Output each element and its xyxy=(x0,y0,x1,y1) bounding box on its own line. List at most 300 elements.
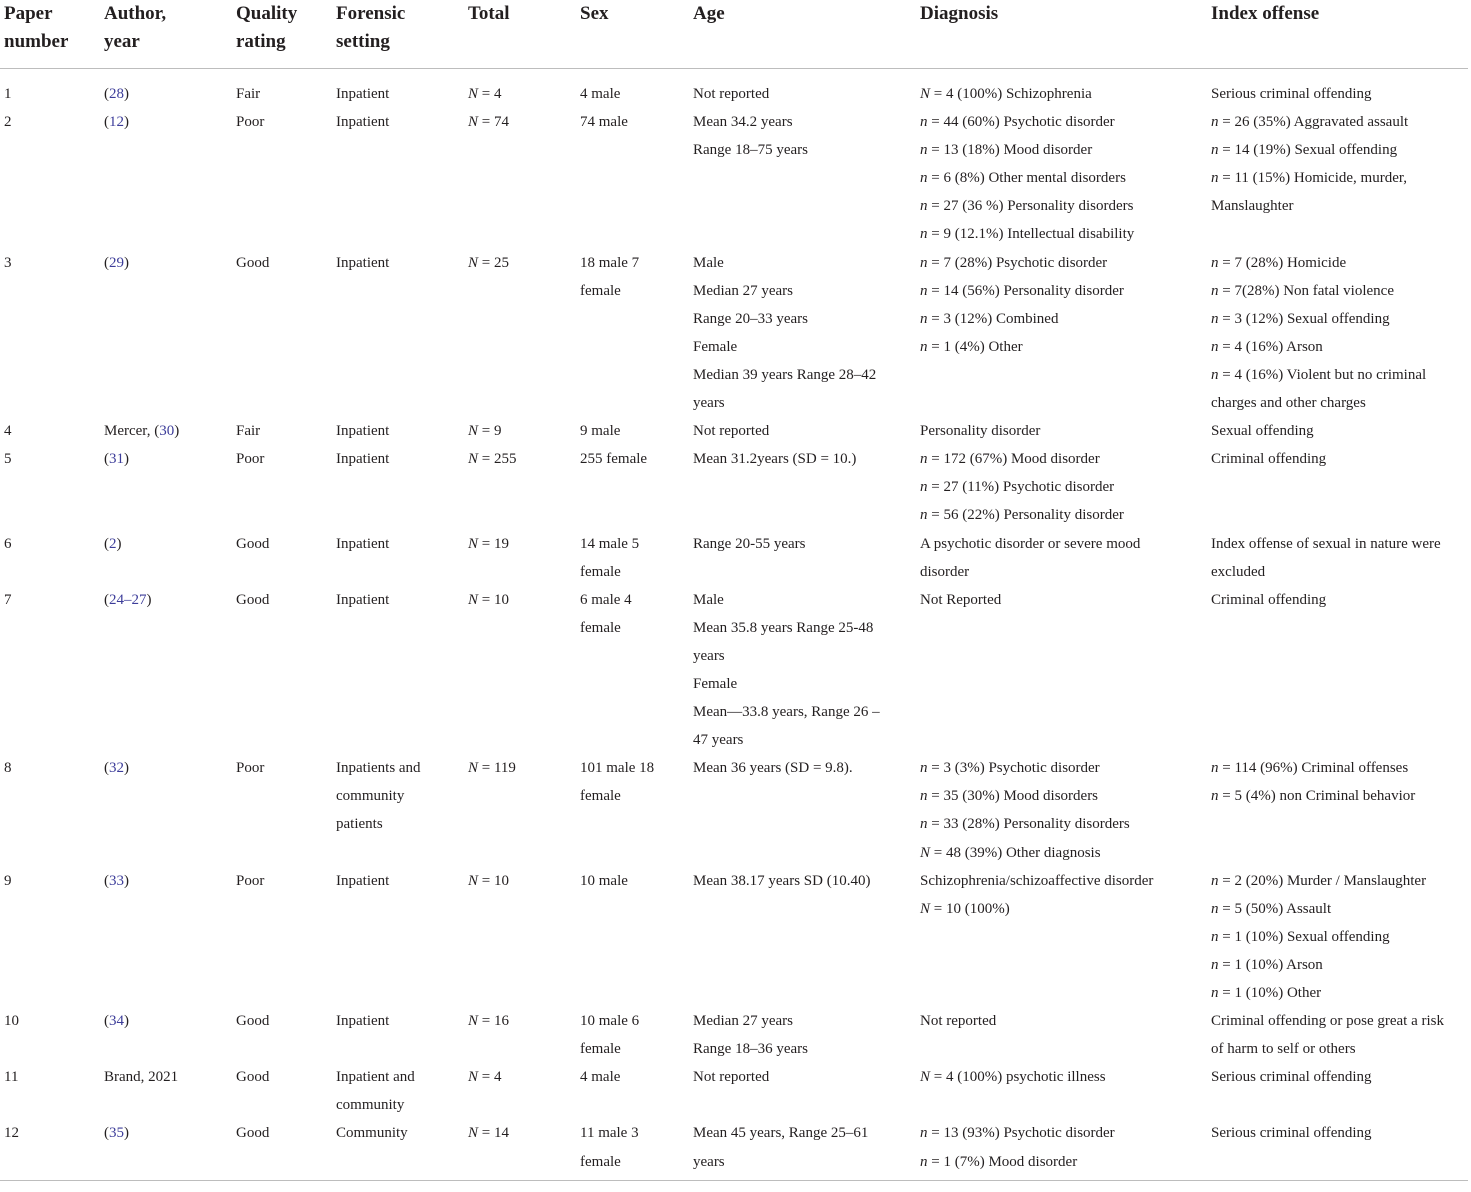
sex-cell-line: 255 female xyxy=(580,451,648,468)
forensic-setting-cell-line: Inpatient and xyxy=(336,1069,415,1086)
diagnosis-cell-line: n = 33 (28%) Personality disorders xyxy=(920,816,1130,833)
paper-number-cell: 10 xyxy=(4,1013,19,1030)
count-symbol: N xyxy=(920,86,931,102)
sex-cell-line: female xyxy=(580,619,621,636)
count-symbol: N xyxy=(920,1069,931,1086)
table-row xyxy=(0,1063,1468,1119)
reference-link[interactable]: 34 xyxy=(109,1013,124,1030)
age-cell-line: Mean 38.17 years SD (10.40) xyxy=(693,872,871,889)
count-symbol: n xyxy=(920,310,928,327)
diagnosis-cell xyxy=(916,108,1207,248)
index-offense-cell-line: n = 4 (16%) Violent but no criminal xyxy=(1211,366,1427,383)
index-offense-cell-line: n = 1 (10%) Arson xyxy=(1211,956,1323,973)
forensic-setting-cell xyxy=(332,1007,464,1063)
table-row xyxy=(0,445,1468,529)
index-offense-cell-line: n = 1 (10%) Other xyxy=(1211,985,1322,1001)
header-cell xyxy=(0,0,100,69)
forensic-setting-cell xyxy=(332,1119,464,1180)
count-symbol: n xyxy=(920,1153,928,1170)
sex-cell-line: 4 male xyxy=(580,86,621,102)
age-cell xyxy=(689,417,916,445)
total-cell: N = 119 xyxy=(468,760,516,777)
count-symbol: n xyxy=(1211,142,1219,159)
reference-link[interactable]: 29 xyxy=(109,254,124,271)
count-symbol: n xyxy=(920,1125,928,1142)
table-row xyxy=(0,69,1468,109)
diagnosis-cell xyxy=(916,867,1207,1007)
age-cell-line: Median 39 years Range 28–42 xyxy=(693,366,877,383)
total-cell: N = 19 xyxy=(468,535,509,552)
count-symbol: n xyxy=(1211,928,1219,945)
age-cell-line: Mean—33.8 years, Range 26 – xyxy=(693,704,880,721)
index-offense-cell xyxy=(1207,1007,1468,1063)
index-offense-cell-line: Serious criminal offending xyxy=(1211,86,1372,102)
diagnosis-cell xyxy=(916,1063,1207,1119)
age-cell-line: Median 27 years xyxy=(693,1013,793,1030)
header-cell xyxy=(464,0,576,69)
age-cell-line: Female xyxy=(693,338,738,355)
sex-cell-line: female xyxy=(580,788,621,805)
diagnosis-cell-line: N = 4 (100%) psychotic illness xyxy=(920,1069,1106,1086)
index-offense-cell-line: Serious criminal offending xyxy=(1211,1069,1372,1086)
sex-cell xyxy=(576,445,689,529)
diagnosis-cell-line: n = 27 (36 %) Personality disorders xyxy=(920,198,1134,215)
count-symbol: n xyxy=(1211,310,1219,327)
count-symbol: N xyxy=(468,535,479,552)
header-cell xyxy=(689,0,916,69)
header-label: Sex xyxy=(580,3,609,24)
quality-rating-cell: Good xyxy=(236,591,270,608)
forensic-setting-cell-line: Inpatient xyxy=(336,254,390,271)
age-cell xyxy=(689,586,916,755)
diagnosis-cell-line: Not reported xyxy=(920,1013,997,1030)
sex-cell xyxy=(576,1063,689,1119)
index-offense-cell-line: charges and other charges xyxy=(1211,395,1366,412)
table-row xyxy=(0,417,1468,445)
forensic-setting-cell xyxy=(332,530,464,586)
author-cell: (12) xyxy=(104,114,129,131)
sex-cell xyxy=(576,417,689,445)
paper-number-cell: 3 xyxy=(4,254,12,271)
diagnosis-cell-line: n = 14 (56%) Personality disorder xyxy=(920,282,1124,299)
forensic-setting-cell xyxy=(332,417,464,445)
index-offense-cell-line: Index offense of sexual in nature were xyxy=(1211,535,1441,552)
forensic-setting-cell-line: Inpatient xyxy=(336,451,390,468)
age-cell-line: Range 20-55 years xyxy=(693,535,806,552)
count-symbol: N xyxy=(468,254,479,271)
sex-cell-line: 74 male xyxy=(580,114,628,131)
sex-cell-line: 6 male 4 xyxy=(580,591,632,608)
index-offense-cell-line: n = 7 (28%) Homicide xyxy=(1211,254,1347,271)
age-cell-line: Not reported xyxy=(693,86,770,102)
paper-number-cell: 7 xyxy=(4,591,12,608)
index-offense-cell xyxy=(1207,249,1468,418)
diagnosis-cell xyxy=(916,530,1207,586)
index-offense-cell-line: n = 11 (15%) Homicide, murder, xyxy=(1211,170,1408,187)
quality-rating-cell: Poor xyxy=(236,760,265,777)
count-symbol: N xyxy=(468,1125,479,1142)
diagnosis-cell-line: n = 172 (67%) Mood disorder xyxy=(920,451,1100,468)
diagnosis-cell-line: n = 56 (22%) Personality disorder xyxy=(920,507,1124,524)
forensic-setting-cell-line: Inpatient xyxy=(336,114,390,131)
age-cell-line: Mean 35.8 years Range 25-48 xyxy=(693,619,874,636)
index-offense-cell xyxy=(1207,417,1468,445)
diagnosis-cell-line: Personality disorder xyxy=(920,423,1041,440)
age-cell-line: Range 18–75 years xyxy=(693,142,808,159)
table-row xyxy=(0,108,1468,248)
count-symbol: N xyxy=(468,86,479,102)
forensic-setting-cell-line: patients xyxy=(336,816,383,833)
header-cell xyxy=(100,0,232,69)
quality-rating-cell: Fair xyxy=(236,86,261,102)
sex-cell xyxy=(576,586,689,755)
total-cell: N = 14 xyxy=(464,1119,576,1180)
count-symbol: n xyxy=(1211,900,1219,917)
forensic-setting-cell-line: Inpatient xyxy=(336,535,390,552)
count-symbol: n xyxy=(920,282,928,299)
paper-number-cell: 2 xyxy=(4,114,12,131)
age-cell xyxy=(689,754,916,866)
age-cell xyxy=(689,1119,916,1180)
forensic-setting-cell xyxy=(332,108,464,248)
diagnosis-cell xyxy=(916,586,1207,755)
count-symbol: n xyxy=(1211,788,1219,805)
count-symbol: N xyxy=(468,423,479,440)
count-symbol: n xyxy=(1211,956,1219,973)
age-cell-line: Mean 34.2 years xyxy=(693,114,793,131)
author-cell: (35) xyxy=(100,1119,232,1180)
index-offense-cell xyxy=(1207,586,1468,755)
sex-cell xyxy=(576,754,689,866)
count-symbol: n xyxy=(1211,114,1219,131)
count-symbol: n xyxy=(1211,985,1219,1001)
diagnosis-cell xyxy=(916,1119,1207,1180)
paper-number-cell: 6 xyxy=(4,535,12,552)
count-symbol: n xyxy=(920,788,928,805)
header-cell xyxy=(576,0,689,69)
author-cell: (24–27) xyxy=(104,591,152,608)
count-symbol: n xyxy=(920,479,928,496)
paper-number-cell: 5 xyxy=(4,451,12,468)
diagnosis-cell-line: n = 3 (12%) Combined xyxy=(920,310,1059,327)
reference-link[interactable]: 33 xyxy=(109,872,124,889)
diagnosis-cell xyxy=(916,754,1207,866)
index-offense-cell xyxy=(1207,69,1468,109)
index-offense-cell-line: Serious criminal offending xyxy=(1211,1125,1372,1142)
header-row xyxy=(0,0,1468,69)
header-label: Paper xyxy=(4,3,53,24)
author-cell: (33) xyxy=(104,872,129,889)
age-cell xyxy=(689,445,916,529)
header-cell xyxy=(1207,0,1468,69)
sex-cell-line: female xyxy=(580,1153,621,1170)
diagnosis-cell-line: n = 7 (28%) Psychotic disorder xyxy=(920,254,1108,271)
forensic-setting-cell xyxy=(332,69,464,109)
total-cell: N = 4 xyxy=(468,86,502,102)
quality-rating-cell: Poor xyxy=(236,872,265,889)
count-symbol: n xyxy=(920,507,928,524)
index-offense-cell-line: n = 4 (16%) Arson xyxy=(1211,338,1323,355)
count-symbol: n xyxy=(920,451,928,468)
reference-link[interactable]: 28 xyxy=(109,86,124,102)
sex-cell xyxy=(576,249,689,418)
age-cell-line: Female xyxy=(693,675,738,692)
reference-link[interactable]: 30 xyxy=(159,423,175,440)
sex-cell-line: 11 male 3 xyxy=(580,1125,639,1142)
total-cell: N = 74 xyxy=(468,114,509,131)
age-cell xyxy=(689,1063,916,1119)
index-offense-cell-line: Criminal offending xyxy=(1211,591,1327,608)
author-cell: (2) xyxy=(104,535,122,552)
diagnosis-cell-line: n = 13 (93%) Psychotic disorder xyxy=(920,1125,1115,1142)
count-symbol: n xyxy=(1211,254,1219,271)
diagnosis-cell xyxy=(916,69,1207,109)
count-symbol: n xyxy=(1211,366,1219,383)
count-symbol: n xyxy=(920,114,928,131)
diagnosis-cell-line: N = 10 (100%) xyxy=(920,900,1010,917)
age-cell-line: Median 27 years xyxy=(693,282,793,299)
index-offense-cell-line: n = 26 (35%) Aggravated assault xyxy=(1211,114,1409,131)
diagnosis-cell-line: n = 1 (7%) Mood disorder xyxy=(920,1153,1078,1170)
author-cell: (29) xyxy=(104,254,129,271)
index-offense-cell-line: Criminal offending or pose great a risk xyxy=(1211,1013,1444,1030)
count-symbol: N xyxy=(468,114,479,131)
reference-link[interactable]: 32 xyxy=(109,760,124,777)
age-cell-line: Mean 31.2years (SD = 10.) xyxy=(693,451,857,468)
index-offense-cell-line: n = 5 (4%) non Criminal behavior xyxy=(1211,788,1416,805)
forensic-setting-cell-line: Inpatients and xyxy=(336,760,421,777)
count-symbol: n xyxy=(1211,338,1219,355)
paper-number-cell: 4 xyxy=(4,423,12,440)
header-label: Author, xyxy=(104,3,167,24)
age-cell-line: Range 20–33 years xyxy=(693,310,808,327)
diagnosis-cell-line: n = 35 (30%) Mood disorders xyxy=(920,788,1099,805)
header-label: setting xyxy=(336,31,390,52)
header-cell xyxy=(332,0,464,69)
age-cell xyxy=(689,1007,916,1063)
forensic-setting-cell xyxy=(332,754,464,866)
count-symbol: n xyxy=(1211,872,1219,889)
forensic-setting-cell xyxy=(332,249,464,418)
header-label: Forensic xyxy=(336,3,406,24)
count-symbol: N xyxy=(468,1069,479,1086)
age-cell-line: Mean 36 years (SD = 9.8). xyxy=(693,760,853,777)
quality-rating-cell: Fair xyxy=(236,423,261,440)
author-cell: Brand, 2021 xyxy=(104,1069,179,1086)
sex-cell-line: female xyxy=(580,1041,621,1058)
age-cell-line: Male xyxy=(693,591,724,608)
sex-cell xyxy=(576,867,689,1007)
index-offense-cell-line: n = 7(28%) Non fatal violence xyxy=(1211,282,1394,299)
diagnosis-cell-line: n = 6 (8%) Other mental disorders xyxy=(920,170,1126,187)
header-label: Total xyxy=(468,3,510,24)
index-offense-cell xyxy=(1207,445,1468,529)
diagnosis-cell xyxy=(916,445,1207,529)
age-cell xyxy=(689,108,916,248)
age-cell xyxy=(689,530,916,586)
reference-link[interactable]: 2 xyxy=(109,535,117,552)
forensic-setting-cell xyxy=(332,1063,464,1119)
total-cell: N = 4 xyxy=(468,1069,502,1086)
reference-link[interactable]: 31 xyxy=(109,451,124,468)
count-symbol: N xyxy=(468,451,479,468)
diagnosis-cell xyxy=(916,1007,1207,1063)
quality-rating-cell: Good xyxy=(236,254,270,271)
age-cell-line: Range 18–36 years xyxy=(693,1041,808,1058)
index-offense-cell xyxy=(1207,1063,1468,1119)
total-cell: N = 255 xyxy=(468,451,517,468)
count-symbol: n xyxy=(920,254,928,271)
sex-cell-line: 4 male xyxy=(580,1069,621,1086)
count-symbol: N xyxy=(468,1013,479,1030)
table-row xyxy=(0,754,1468,866)
forensic-setting-cell-line: Community xyxy=(336,1125,408,1142)
author-cell: (28) xyxy=(104,86,129,102)
total-cell: N = 9 xyxy=(468,423,502,440)
count-symbol: N xyxy=(920,844,931,861)
header-label: Quality xyxy=(236,3,298,24)
table-row xyxy=(0,530,1468,586)
diagnosis-cell xyxy=(916,249,1207,418)
index-offense-cell xyxy=(1207,754,1468,866)
total-cell: N = 16 xyxy=(468,1013,509,1030)
sex-cell xyxy=(576,69,689,109)
sex-cell xyxy=(576,1007,689,1063)
count-symbol: n xyxy=(920,142,928,159)
total-cell: N = 10 xyxy=(468,591,509,608)
author-cell: (34) xyxy=(104,1013,129,1030)
diagnosis-cell-line: N = 4 (100%) Schizophrenia xyxy=(920,86,1092,102)
header-label: Age xyxy=(693,3,725,24)
index-offense-cell-line: n = 114 (96%) Criminal offenses xyxy=(1211,760,1409,777)
author-cell: (32) xyxy=(104,760,129,777)
age-cell-line: Not reported xyxy=(693,1069,770,1086)
diagnosis-cell-line: n = 27 (11%) Psychotic disorder xyxy=(920,479,1115,496)
index-offense-cell-line: excluded xyxy=(1211,563,1266,580)
quality-rating-cell: Good xyxy=(236,1013,270,1030)
count-symbol: n xyxy=(920,198,928,215)
diagnosis-cell-line: Schizophrenia/schizoaffective disorder xyxy=(920,872,1154,889)
forensic-setting-cell-line: community xyxy=(336,1097,405,1114)
table-row xyxy=(0,249,1468,418)
quality-rating-cell: Good xyxy=(236,1069,270,1086)
diagnosis-cell-line: n = 13 (18%) Mood disorder xyxy=(920,142,1093,159)
table-row xyxy=(0,1007,1468,1063)
forensic-setting-cell xyxy=(332,445,464,529)
header-cell xyxy=(916,0,1207,69)
header-label: number xyxy=(4,31,69,52)
count-symbol: n xyxy=(1211,282,1219,299)
forensic-setting-cell-line: Inpatient xyxy=(336,591,390,608)
paper-number-cell: 12 xyxy=(0,1119,100,1180)
forensic-setting-cell-line: Inpatient xyxy=(336,423,390,440)
diagnosis-cell-line: A psychotic disorder or severe mood xyxy=(920,535,1141,552)
forensic-setting-cell-line: Inpatient xyxy=(336,86,390,102)
index-offense-cell xyxy=(1207,867,1468,1007)
age-cell-line: years xyxy=(693,395,725,412)
sex-cell-line: female xyxy=(580,282,621,299)
count-symbol: N xyxy=(468,591,479,608)
reference-link[interactable]: 12 xyxy=(109,114,124,131)
count-symbol: n xyxy=(1211,170,1219,187)
diagnosis-cell xyxy=(916,417,1207,445)
index-offense-cell xyxy=(1207,1119,1468,1180)
index-offense-cell-line: n = 2 (20%) Murder / Manslaughter xyxy=(1211,872,1427,889)
index-offense-cell xyxy=(1207,530,1468,586)
paper-number-cell: 11 xyxy=(4,1069,19,1086)
index-offense-cell-line: of harm to self or others xyxy=(1211,1041,1356,1058)
age-cell-line: Not reported xyxy=(693,423,770,440)
forensic-setting-cell-line: Inpatient xyxy=(336,1013,390,1030)
table-body xyxy=(0,69,1468,1181)
quality-rating-cell: Poor xyxy=(236,451,265,468)
index-offense-cell xyxy=(1207,108,1468,248)
index-offense-cell-line: Criminal offending xyxy=(1211,451,1327,468)
index-offense-cell-line: Manslaughter xyxy=(1211,198,1294,215)
sex-cell-line: 18 male 7 xyxy=(580,254,640,271)
diagnosis-cell-line: Not Reported xyxy=(920,591,1002,608)
paper-number-cell: 1 xyxy=(4,86,12,102)
author-cell: (31) xyxy=(104,451,129,468)
diagnosis-cell-line: n = 9 (12.1%) Intellectual disability xyxy=(920,226,1135,243)
paper-number-cell: 9 xyxy=(4,872,12,889)
count-symbol: N xyxy=(920,900,931,917)
sex-cell-line: 10 male 6 xyxy=(580,1013,640,1030)
age-cell-line: 47 years xyxy=(693,732,744,749)
count-symbol: n xyxy=(920,760,928,777)
sex-cell-line: 9 male xyxy=(580,423,621,440)
age-cell xyxy=(689,249,916,418)
count-symbol: N xyxy=(468,872,479,889)
sex-cell-line: 14 male 5 xyxy=(580,535,640,552)
header-label: Index offense xyxy=(1211,3,1320,24)
age-cell-line: Male xyxy=(693,254,724,271)
table-row xyxy=(0,586,1468,755)
header-label: year xyxy=(104,31,140,52)
forensic-setting-cell-line: Inpatient xyxy=(336,872,390,889)
quality-rating-cell: Good xyxy=(236,535,270,552)
header-label: Diagnosis xyxy=(920,3,999,24)
count-symbol: n xyxy=(1211,760,1219,777)
age-cell xyxy=(689,867,916,1007)
sex-cell-line: female xyxy=(580,563,621,580)
count-symbol: n xyxy=(920,338,928,355)
sex-cell-line: 10 male xyxy=(580,872,628,889)
header-cell xyxy=(232,0,332,69)
diagnosis-cell-line: disorder xyxy=(920,563,970,580)
index-offense-cell-line: Sexual offending xyxy=(1211,423,1314,440)
sex-cell-line: 101 male 18 xyxy=(580,760,655,777)
count-symbol: n xyxy=(920,226,928,243)
reference-link[interactable]: 24–27 xyxy=(109,591,147,608)
sex-cell xyxy=(576,108,689,248)
quality-rating-cell: Good xyxy=(232,1119,332,1180)
forensic-setting-cell xyxy=(332,586,464,755)
age-cell-line: Mean 45 years, Range 25–61 xyxy=(693,1125,869,1142)
age-cell xyxy=(689,69,916,109)
diagnosis-cell-line: N = 48 (39%) Other diagnosis xyxy=(920,844,1101,861)
forensic-setting-cell-line: community xyxy=(336,788,405,805)
age-cell-line: years xyxy=(693,647,725,664)
sex-cell xyxy=(576,1119,689,1180)
age-cell-line: years xyxy=(693,1153,725,1170)
paper-number-cell: 8 xyxy=(4,760,12,777)
index-offense-cell-line: n = 3 (12%) Sexual offending xyxy=(1211,310,1390,327)
reference-link[interactable]: 35 xyxy=(109,1125,124,1142)
index-offense-cell-line: n = 5 (50%) Assault xyxy=(1211,900,1332,917)
quality-rating-cell: Poor xyxy=(236,114,265,131)
diagnosis-cell-line: n = 3 (3%) Psychotic disorder xyxy=(920,760,1100,777)
